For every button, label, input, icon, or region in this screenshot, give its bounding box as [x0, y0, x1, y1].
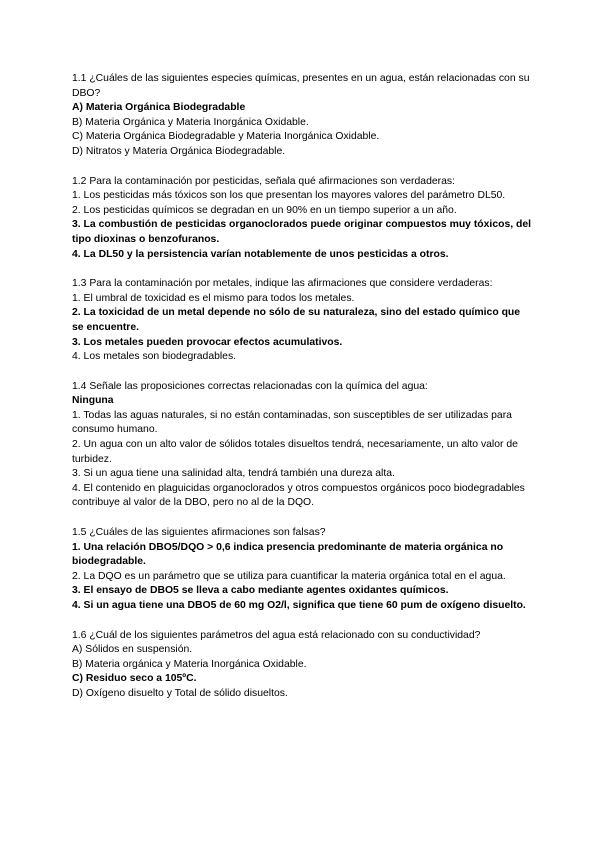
- answer-option: 1. El umbral de toxicidad es el mismo para todos los metales.: [72, 292, 355, 304]
- answer-option: 4. El contenido en plaguicidas organoclorados y otros compuestos orgánicos poco biodegradables contribuye al valor de la DBO, pero no al de la DQO.: [72, 482, 525, 509]
- answer-option: D) Nitratos y Materia Orgánica Biodegradable.: [72, 145, 286, 157]
- answer-option: B) Materia orgánica y Materia Inorgánica Oxidable.: [72, 658, 307, 670]
- answer-option: 3. El ensayo de DBO5 se lleva a cabo mediante agentes oxidantes químicos.: [72, 585, 449, 597]
- answer-option: 2. Los pesticidas químicos se degradan en un 90% en un tiempo superior a un año.: [72, 204, 457, 216]
- question-stem: 1.3 Para la contaminación por metales, indique las afirmaciones que considere verdaderas:: [72, 278, 493, 290]
- answer-option: 3. La combustión de pesticidas organoclorados puede originar compuestos muy tóxicos, del tipo dioxinas o benzofuranos.: [72, 219, 532, 245]
- question-1-5: [72, 526, 534, 614]
- answer-option: 1. Todas las aguas naturales, si no están contaminadas, son susceptibles de ser utilizadas para consumo humano.: [72, 409, 512, 436]
- answer-option: 3. Si un agua tiene una salinidad alta, tendrá también una dureza alta.: [72, 468, 395, 480]
- answer-option: 1. Una relación DBO5/DQO > 0,6 indica presencia predominante de materia orgánica no biodegradable.: [72, 541, 504, 568]
- question-stem: 1.6 ¿Cuál de los siguientes parámetros del agua está relacionado con su conductividad?: [72, 629, 481, 641]
- answer-option: 4. Los metales son biodegradables.: [72, 351, 237, 363]
- question-1-4: [72, 380, 534, 511]
- question-stem: 1.5 ¿Cuáles de las siguientes afirmaciones son falsas?: [72, 527, 326, 539]
- question-stem: 1.1 ¿Cuáles de las siguientes especies químicas, presentes en un agua, están relacionadas con su DBO?: [72, 73, 530, 99]
- answer-option: D) Oxígeno disuelto y Total de sólido disueltos.: [72, 687, 288, 699]
- answer-option: Ninguna: [72, 395, 114, 407]
- answer-option: 2. Un agua con un alto valor de sólidos totales disueltos tendrá, necesariamente, un alto valor de turbidez.: [72, 439, 518, 465]
- answer-option: 3. Los metales pueden provocar efectos acumulativos.: [72, 336, 343, 348]
- answer-option: 1. Los pesticidas más tóxicos son los que presentan los mayores valores del parámetro DL50.: [72, 190, 506, 202]
- answer-option: C) Materia Orgánica Biodegradable y Materia Inorgánica Oxidable.: [72, 131, 380, 143]
- answer-option: 4. La DL50 y la persistencia varían notablemente de unos pesticidas a otros.: [72, 248, 449, 260]
- answer-option: A) Materia Orgánica Biodegradable: [72, 102, 246, 114]
- question-1-3: [72, 277, 534, 365]
- question-1-1: [72, 72, 534, 160]
- document-page: [72, 72, 534, 717]
- question-stem: 1.2 Para la contaminación por pesticidas, señala qué afirmaciones son verdaderas:: [72, 175, 455, 187]
- answer-option: B) Materia Orgánica y Materia Inorgánica Oxidable.: [72, 116, 309, 128]
- answer-option: A) Sólidos en suspensión.: [72, 644, 193, 656]
- answer-option: 2. La toxicidad de un metal depende no sólo de su naturaleza, sino del estado químico que se encuentre.: [72, 307, 521, 333]
- answer-option: 4. Si un agua tiene una DBO5 de 60 mg O2/l, significa que tiene 60 pum de oxígeno disuelto.: [72, 600, 526, 611]
- question-1-6: [72, 629, 534, 702]
- answer-option: 2. La DQO es un parámetro que se utiliza para cuantificar la materia orgánica total en el agua.: [72, 570, 506, 582]
- answer-option: C) Residuo seco a 105ºC.: [72, 673, 197, 685]
- question-1-2: [72, 175, 534, 263]
- question-stem: 1.4 Señale las proposiciones correctas relacionadas con la química del agua:: [72, 380, 428, 392]
